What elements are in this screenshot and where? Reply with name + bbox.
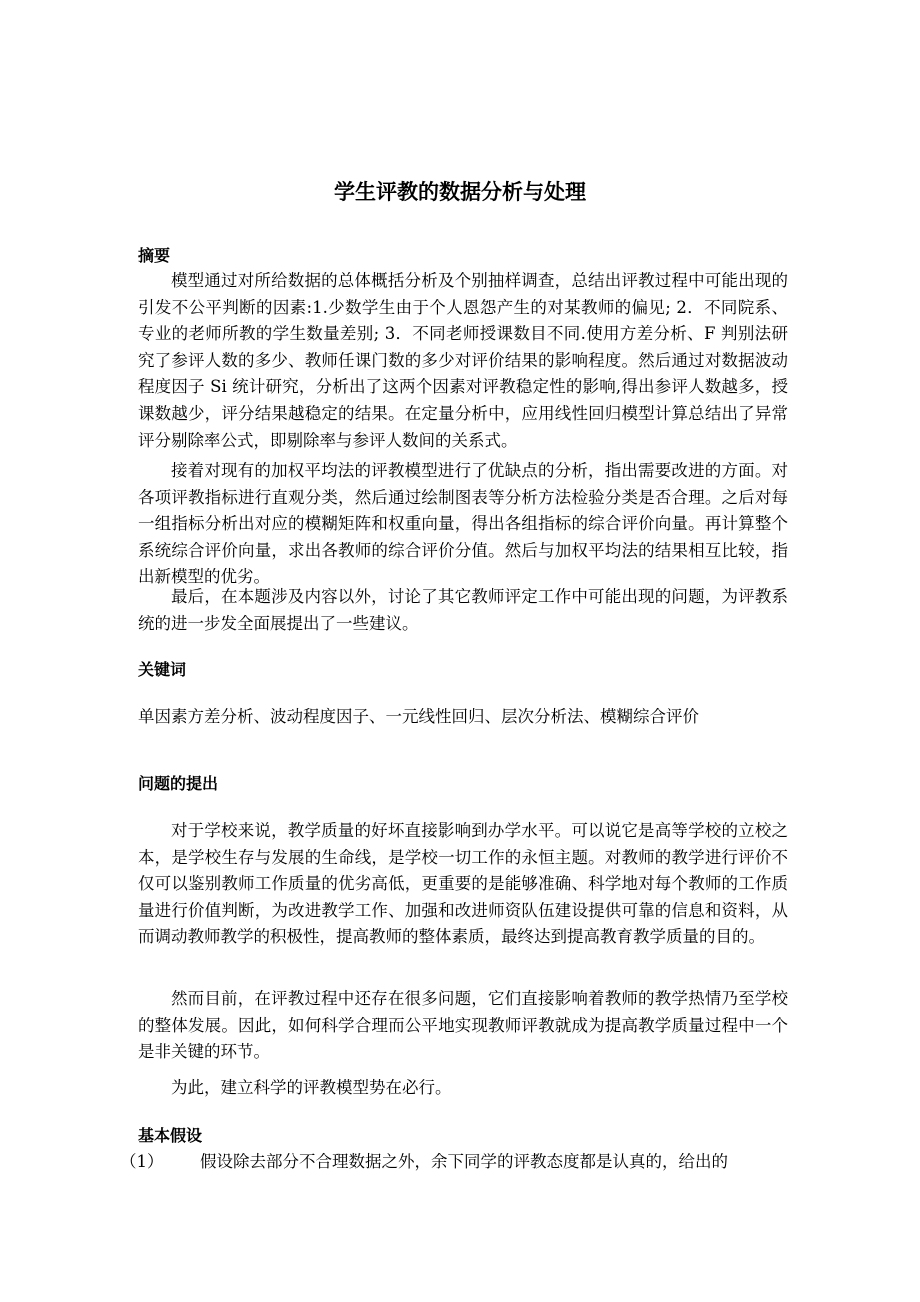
problem-paragraph-2: 然而目前，在评教过程中还存在很多问题，它们直接影响着教师的教学热情乃至学校的整体发展。因此，如何科学合理而公平地实现教师评教就成为提高教学质量过程中一个是非关键的环节。 <box>138 989 788 1062</box>
abstract-heading: 摘要 <box>138 246 171 265</box>
page-title: 学生评教的数据分析与处理 <box>334 180 586 204</box>
assumption-text: 假设除去部分不合理数据之外，余下同学的评教态度都是认真的，给出的 <box>200 1152 728 1171</box>
assumption-number: （1） <box>120 1152 164 1171</box>
keywords-heading: 关键词 <box>138 660 187 679</box>
problem-paragraph-1: 对于学校来说，教学质量的好坏直接影响到办学水平。可以说它是高等学校的立校之本，是学校生存与发展的生命线，是学校一切工作的永恒主题。对教师的教学进行评价不仅可以鉴别教师工作质量的优劣高低，更重要的是能够准确、科学地对每个教师的工作质量进行价值判断，为改进教学工作、加强和改进师资队伍建设提供可靠的信息和资料，从而调动教师教学的积极性，提高教师的整体素质，最终达到提高教育教学质量的目的。 <box>138 821 788 947</box>
problem-paragraph-3: 为此，建立科学的评教模型势在必行。 <box>171 1078 452 1097</box>
abstract-paragraph-1: 模型通过对所给数据的总体概括分析及个别抽样调查，总结出评教过程中可能出现的引发不公平判断的因素:1.少数学生由于个人恩怨产生的对某教师的偏见; 2．不同院系、专业的老师所教的学生数量差别; 3．不同老师授课数目不同.使用方差分析、F 判别法研究了参评人数的多少、教师任课门数的多少对评价结果的影响程度。然后通过对数据波动程度因子 Si 统计研究，分析出了这两个因素对评教稳定性的影响,得出参评人数越多，授课数越少，评分结果越稳定的结果。在定量分析中，应用线性回归模型计算总结出了异常评分剔除率公式，即剔除率与参评人数间的关系式。 <box>138 271 788 450</box>
keywords-text: 单因素方差分析、波动程度因子、一元线性回归、层次分析法、模糊综合评价 <box>138 707 699 726</box>
abstract-paragraph-3: 最后，在本题涉及内容以外，讨论了其它教师评定工作中可能出现的问题，为评教系统的进一步发全面展提出了一些建议。 <box>138 587 788 633</box>
abstract-paragraph-2: 接着对现有的加权平均法的评教模型进行了优缺点的分析，指出需要改进的方面。对各项评教指标进行直观分类，然后通过绘制图表等分析方法检验分类是否合理。之后对每一组指标分析出对应的模糊矩阵和权重向量，得出各组指标的综合评价向量。再计算整个系统综合评价向量，求出各教师的综合评价分值。然后与加权平均法的结果相互比较，指出新模型的优劣。 <box>138 461 788 587</box>
problem-heading: 问题的提出 <box>138 774 219 793</box>
assumptions-heading: 基本假设 <box>138 1126 203 1145</box>
assumption-item <box>118 1149 798 1175</box>
